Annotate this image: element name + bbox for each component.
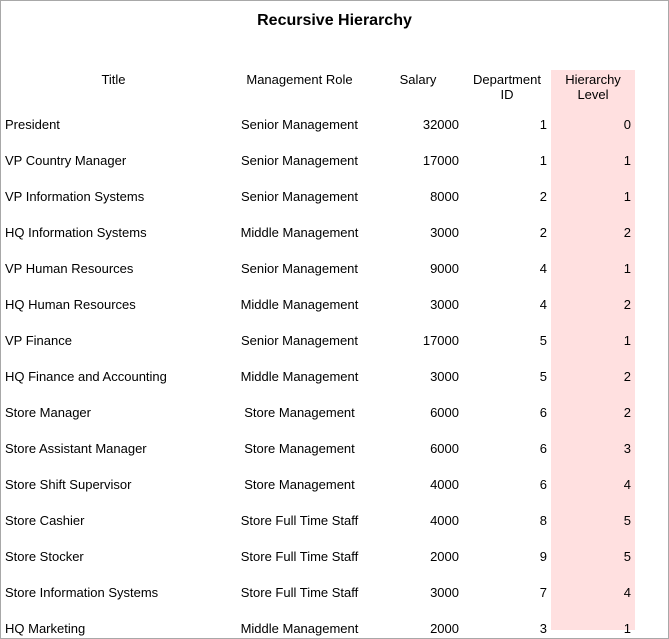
table-row (1, 214, 635, 250)
cell-department-id: 6 (539, 440, 547, 456)
cell-department-id: 1 (539, 116, 547, 132)
cell-title: Store Stocker (5, 548, 84, 564)
cell-hierarchy-level: 1 (623, 620, 631, 636)
table-row (1, 106, 635, 142)
cell-hierarchy-level: 1 (623, 152, 631, 168)
cell-management-role: Middle Management (240, 368, 359, 384)
cell-salary: 3000 (430, 296, 459, 312)
cell-management-role: Store Full Time Staff (240, 512, 359, 528)
cell-title: HQ Finance and Accounting (5, 368, 167, 384)
cell-department-id: 7 (539, 584, 547, 600)
cell-management-role: Middle Management (240, 296, 359, 312)
table-row (1, 286, 635, 322)
column-header-management-role: Management Role (246, 72, 353, 87)
cell-salary: 4000 (430, 512, 459, 528)
cell-title: President (5, 116, 60, 132)
cell-salary: 6000 (430, 404, 459, 420)
cell-hierarchy-level: 5 (623, 512, 631, 528)
table-row (1, 538, 635, 574)
cell-title: VP Finance (5, 332, 72, 348)
cell-management-role: Senior Management (240, 260, 359, 276)
table-row (1, 466, 635, 502)
cell-management-role: Senior Management (240, 332, 359, 348)
cell-salary: 2000 (430, 620, 459, 636)
cell-management-role: Middle Management (240, 224, 359, 240)
cell-management-role: Store Management (244, 404, 355, 420)
cell-hierarchy-level: 2 (623, 368, 631, 384)
cell-salary: 9000 (430, 260, 459, 276)
cell-title: Store Assistant Manager (5, 440, 147, 456)
table-row (1, 394, 635, 430)
cell-title: Store Cashier (5, 512, 85, 528)
table-row (1, 250, 635, 286)
cell-title: VP Country Manager (5, 152, 127, 168)
cell-salary: 32000 (422, 116, 459, 132)
column-header-department-id: Department ID (473, 72, 541, 102)
cell-hierarchy-level: 1 (623, 188, 631, 204)
cell-department-id: 5 (539, 368, 547, 384)
cell-salary: 2000 (430, 548, 459, 564)
cell-management-role: Senior Management (240, 152, 359, 168)
table-row (1, 502, 635, 538)
table-row (1, 574, 635, 610)
cell-hierarchy-level: 5 (623, 548, 631, 564)
cell-title: Store Information Systems (5, 584, 159, 600)
cell-salary: 17000 (422, 332, 459, 348)
table-row (1, 358, 635, 394)
cell-hierarchy-level: 1 (623, 260, 631, 276)
table-row (1, 142, 635, 178)
cell-department-id: 9 (539, 548, 547, 564)
column-header-title: Title (101, 72, 126, 87)
cell-title: HQ Information Systems (5, 224, 147, 240)
column-header-hierarchy-level: Hierarchy Level (565, 72, 621, 102)
cell-department-id: 2 (539, 188, 547, 204)
report-title: Recursive Hierarchy (257, 12, 412, 29)
cell-management-role: Senior Management (240, 188, 359, 204)
table-row (1, 178, 635, 214)
cell-department-id: 4 (539, 296, 547, 312)
cell-title: VP Information Systems (5, 188, 145, 204)
cell-hierarchy-level: 0 (623, 116, 631, 132)
table-header-row (1, 70, 635, 106)
cell-hierarchy-level: 2 (623, 224, 631, 240)
cell-hierarchy-level: 2 (623, 296, 631, 312)
cell-department-id: 6 (539, 404, 547, 420)
cell-management-role: Senior Management (240, 116, 359, 132)
cell-department-id: 2 (539, 224, 547, 240)
cell-salary: 3000 (430, 368, 459, 384)
cell-management-role: Store Full Time Staff (240, 584, 359, 600)
cell-department-id: 1 (539, 152, 547, 168)
cell-salary: 8000 (430, 188, 459, 204)
cell-title: HQ Human Resources (5, 296, 136, 312)
hierarchy-table (1, 70, 635, 639)
cell-hierarchy-level: 4 (623, 476, 631, 492)
cell-department-id: 4 (539, 260, 547, 276)
cell-title: HQ Marketing (5, 620, 86, 636)
table-row (1, 430, 635, 466)
column-header-salary: Salary (399, 72, 437, 87)
cell-hierarchy-level: 1 (623, 332, 631, 348)
cell-department-id: 6 (539, 476, 547, 492)
cell-department-id: 8 (539, 512, 547, 528)
cell-management-role: Middle Management (240, 620, 359, 636)
cell-management-role: Store Management (244, 440, 355, 456)
cell-management-role: Store Full Time Staff (240, 548, 359, 564)
cell-salary: 6000 (430, 440, 459, 456)
cell-salary: 3000 (430, 584, 459, 600)
cell-salary: 3000 (430, 224, 459, 240)
cell-hierarchy-level: 3 (623, 440, 631, 456)
cell-salary: 17000 (422, 152, 459, 168)
cell-title: VP Human Resources (5, 260, 134, 276)
cell-salary: 4000 (430, 476, 459, 492)
table-body (1, 106, 635, 639)
cell-title: Store Manager (5, 404, 91, 420)
table-row (1, 322, 635, 358)
cell-hierarchy-level: 4 (623, 584, 631, 600)
cell-title: Store Shift Supervisor (5, 476, 132, 492)
cell-department-id: 5 (539, 332, 547, 348)
cell-department-id: 3 (539, 620, 547, 636)
cell-management-role: Store Management (244, 476, 355, 492)
cell-hierarchy-level: 2 (623, 404, 631, 420)
table-row (1, 610, 635, 639)
